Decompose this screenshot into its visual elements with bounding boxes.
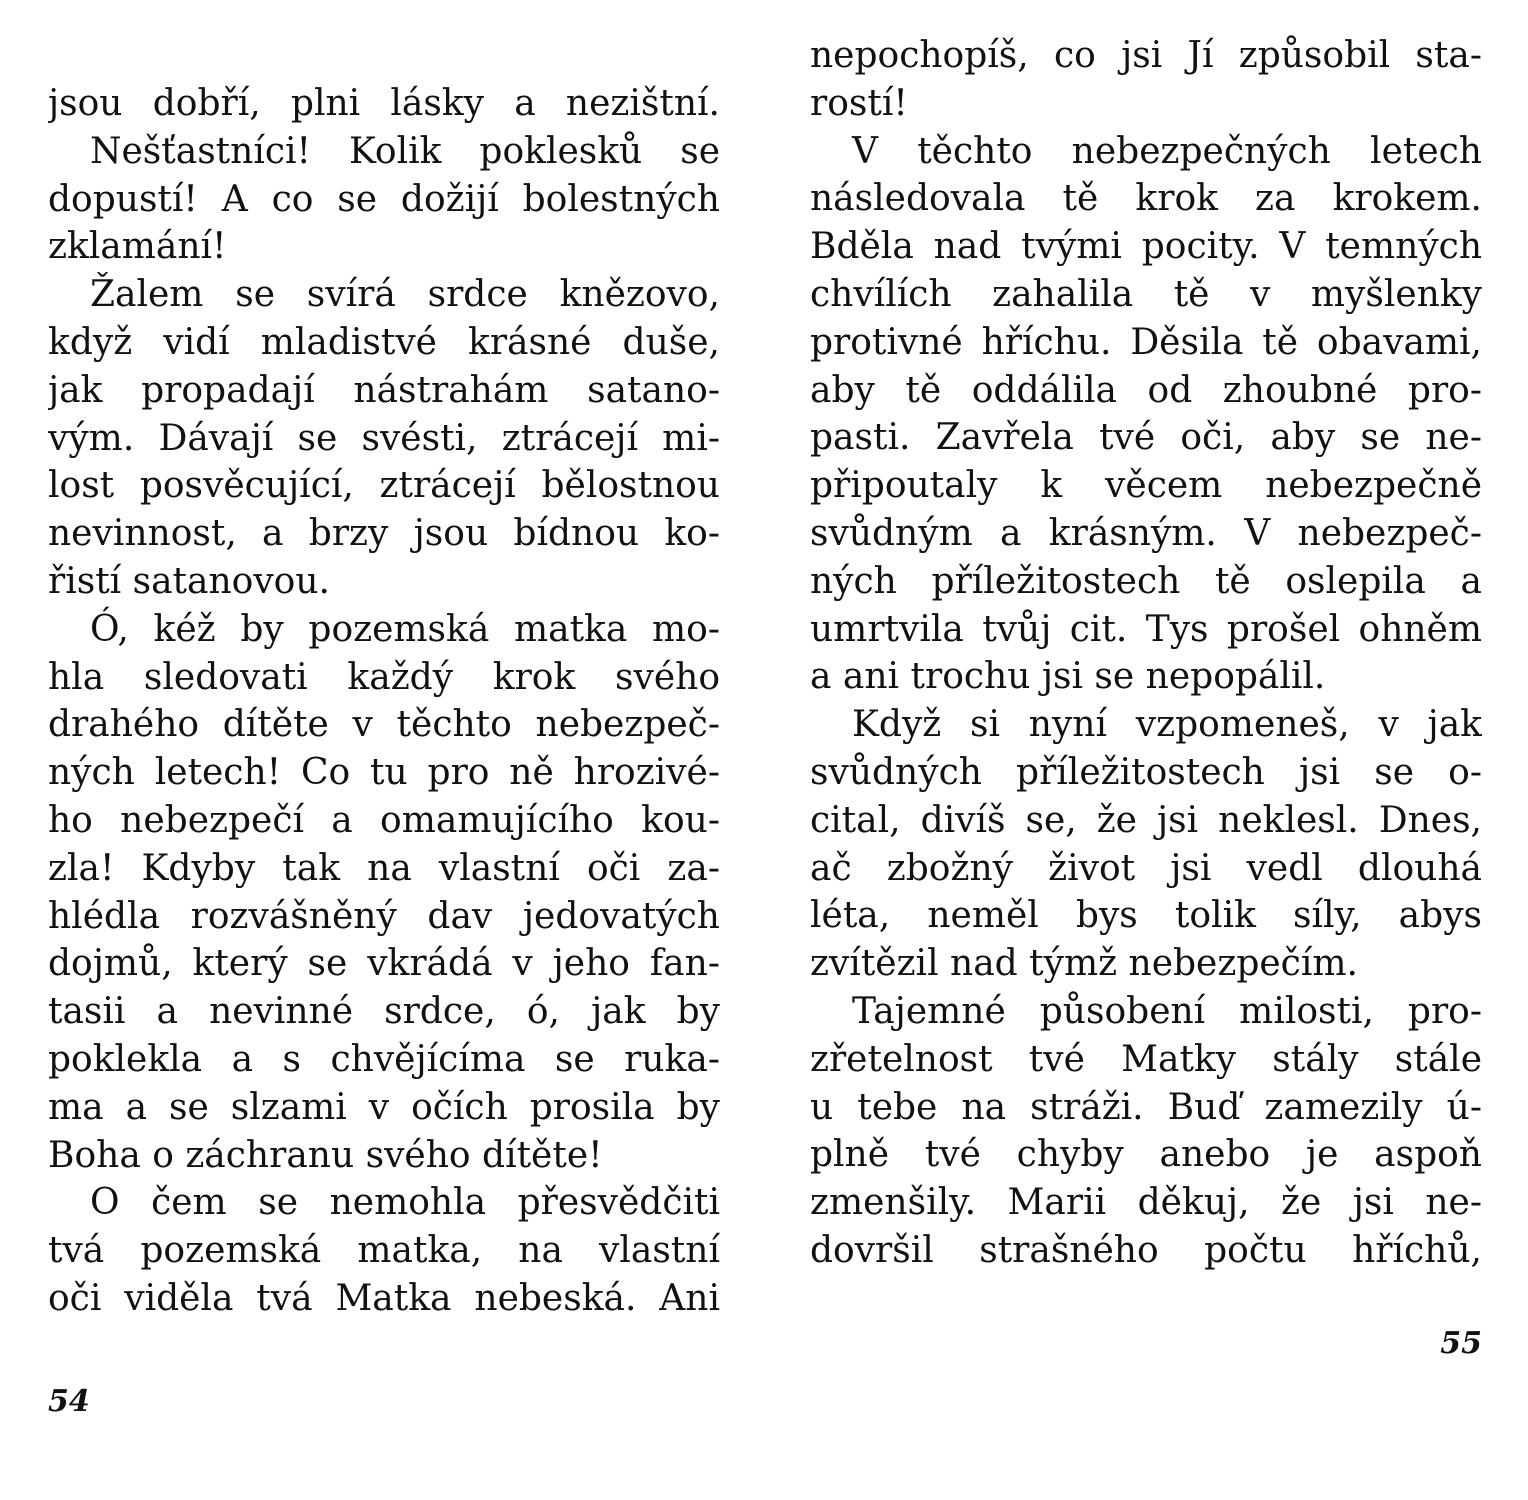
text-line: připoutaly k věcem nebezpečně xyxy=(810,465,1482,507)
text-line: a ani trochu jsi se nepopálil. xyxy=(810,656,1326,698)
text-line: zla! Kdyby tak na vlastní oči za- xyxy=(48,847,720,889)
text-line: lost posvěcující, ztrácejí bělostnou xyxy=(48,465,720,507)
text-line: ma a se slzami v očích prosila by xyxy=(48,1086,720,1128)
text-line: hla sledovati každý krok svého xyxy=(48,656,720,698)
right-page-text xyxy=(810,32,1482,1275)
text-line: ho nebezpečí a omamujícího kou- xyxy=(48,799,720,841)
page-number: 54 xyxy=(48,1384,90,1419)
text-line: Ó, kéž by pozemská matka mo- xyxy=(90,608,720,650)
left-page xyxy=(48,0,720,1500)
page-number: 55 xyxy=(1440,1326,1482,1361)
text-line: zklamání! xyxy=(48,226,227,268)
text-line: tasii a nevinné srdce, ó, jak by xyxy=(48,991,720,1033)
text-line: protivné hříchu. Děsila tě obavami, xyxy=(810,321,1482,363)
text-line: Žalem se svírá srdce knězovo, xyxy=(90,274,720,316)
text-line: plně tvé chyby anebo je aspoň xyxy=(810,1134,1482,1176)
text-line: chvílích zahalila tě v myšlenky xyxy=(810,273,1482,315)
text-line: léta, neměl bys tolik síly, abys xyxy=(810,895,1482,937)
text-line: následovala tě krok za krokem. xyxy=(810,178,1482,220)
text-line: pasti. Zavřela tvé oči, aby se ne- xyxy=(810,417,1482,459)
text-line: aby tě oddálila od zhoubné pro- xyxy=(810,369,1482,411)
text-line: poklekla a s chvějícíma se ruka- xyxy=(48,1038,720,1080)
text-line: nepochopíš, co jsi Jí způsobil sta- xyxy=(810,35,1482,76)
text-line: zřetelnost tvé Matky stály stále xyxy=(810,1038,1482,1080)
text-line: ných příležitostech tě oslepila a xyxy=(810,560,1482,602)
text-line: dovršil strašného počtu hříchů, xyxy=(810,1229,1482,1271)
text-line: dojmů, který se vkrádá v jeho fan- xyxy=(48,943,720,985)
text-line: rostí! xyxy=(810,82,908,124)
text-line: hlédla rozvášněný dav jedovatých xyxy=(48,895,720,937)
text-line: O čem se nemohla přesvědčiti xyxy=(90,1182,720,1224)
text-line: svůdným a krásným. V nebezpeč- xyxy=(810,512,1482,554)
text-line: cital, divíš se, že jsi neklesl. Dnes, xyxy=(810,799,1482,841)
right-page xyxy=(810,0,1482,1500)
text-line: svůdných příležitostech jsi se o- xyxy=(810,751,1482,793)
text-line: zmenšily. Marii děkuj, že jsi ne- xyxy=(810,1182,1482,1224)
text-line: u tebe na stráži. Buď zamezily ú- xyxy=(810,1086,1482,1128)
text-line: jsou dobří, plni lásky a nezištní. xyxy=(48,83,720,124)
text-line: umrtvila tvůj cit. Tys prošel ohněm xyxy=(810,608,1482,650)
text-line: vým. Dávají se svésti, ztrácejí mi- xyxy=(48,417,720,459)
text-line: nevinnost, a brzy jsou bídnou ko- xyxy=(48,513,720,555)
left-page-text xyxy=(48,80,720,1323)
text-line: dopustí! A co se dožijí bolestných xyxy=(48,178,720,220)
text-line: ač zbožný život jsi vedl dlouhá xyxy=(810,847,1482,889)
text-line: drahého dítěte v těchto nebezpeč- xyxy=(48,704,720,746)
text-line: řistí satanovou. xyxy=(48,560,330,602)
text-line: Nešťastníci! Kolik poklesků se xyxy=(90,130,720,172)
text-line: Bděla nad tvými pocity. V temných xyxy=(810,226,1482,268)
text-line: jak propadají nástrahám satano- xyxy=(48,369,720,411)
text-line: oči viděla tvá Matka nebeská. Ani xyxy=(48,1277,720,1319)
text-line: ných letech! Co tu pro ně hrozivé- xyxy=(48,752,720,794)
text-line: zvítězil nad týmž nebezpečím. xyxy=(810,943,1358,985)
text-line: když vidí mladistvé krásné duše, xyxy=(48,321,720,363)
text-line: Boha o záchranu svého dítěte! xyxy=(48,1134,603,1176)
text-line: Tajemné působení milosti, pro- xyxy=(852,990,1482,1032)
text-line: V těchto nebezpečných letech xyxy=(852,130,1482,172)
text-line: Když si nyní vzpomeneš, v jak xyxy=(852,704,1482,746)
text-line: tvá pozemská matka, na vlastní xyxy=(48,1230,720,1272)
